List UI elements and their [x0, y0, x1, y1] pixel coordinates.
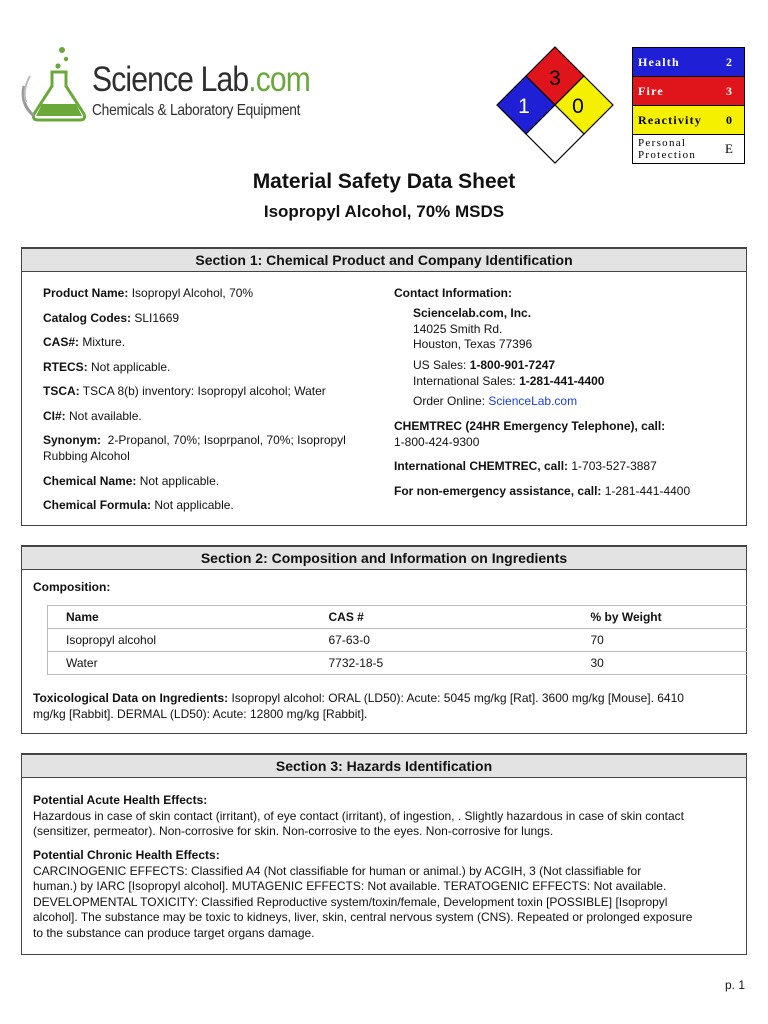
chronic-effects-line1: CARCINOGENIC EFFECTS: Classified A4 (Not classifiable for human or animal.) by ACGIH, 3 (Not classifiable for — [33, 864, 642, 878]
tsca-value: TSCA 8(b) inventory: Isopropyl alcohol; Water — [79, 384, 326, 398]
toxicological-data-text-1: Isopropyl alcohol: ORAL (LD50): Acute: 5045 mg/kg [Rat]. 3600 mg/kg [Mouse]. 6410 — [228, 691, 684, 705]
hmis-reactivity-value: 0 — [726, 112, 732, 127]
toxicological-data-label: Toxicological Data on Ingredients: — [33, 691, 229, 705]
ingredient-name: Isopropyl alcohol — [48, 629, 311, 652]
company-name-text: Sciencelab.com, Inc. — [413, 306, 532, 320]
address-line-1: 14025 Smith Rd. — [413, 322, 503, 336]
section-3-hazards — [21, 753, 747, 955]
non-emergency-phone: 1-281-441-4400 — [601, 484, 691, 498]
sciencelab-logo[interactable] — [20, 46, 310, 126]
hmis-reactivity-label: Reactivity — [638, 112, 702, 127]
nfpa-fire-value: 3 — [549, 67, 561, 90]
hmis-ppe-row — [633, 135, 744, 163]
tsca-field — [43, 384, 326, 399]
column-header-name: Name — [48, 606, 311, 629]
composition-label — [33, 580, 110, 595]
section-2-heading: Section 2: Composition and Information on Ingredients — [22, 546, 746, 570]
cas-label: CAS#: — [43, 335, 80, 349]
chemical-name-label: Chemical Name: — [43, 474, 137, 488]
non-emergency-field — [394, 484, 690, 499]
ci-label: CI#: — [43, 409, 66, 423]
hmis-health-row — [633, 48, 744, 77]
us-sales-label: US Sales: — [413, 358, 470, 372]
catalog-codes-field — [43, 311, 179, 326]
composition-label-text: Composition: — [33, 580, 111, 594]
ingredient-cas: 67-63-0 — [311, 629, 573, 652]
chronic-effects-line3: DEVELOPMENTAL TOXICITY: Classified Reproductive system/toxin/female, Development toxin [POSSIBLE] [Isopropyl — [33, 895, 668, 909]
logo-tagline: Chemicals & Laboratory Equipment — [92, 102, 301, 119]
chemical-formula-label: Chemical Formula: — [43, 498, 152, 512]
tsca-label: TSCA: — [43, 384, 80, 398]
ingredient-weight: 30 — [573, 652, 748, 675]
contact-info-label-text: Contact Information: — [394, 286, 512, 300]
intl-chemtrec-field — [394, 459, 657, 474]
cas-value: Mixture. — [79, 335, 126, 349]
synonym-value-line2: Rubbing Alcohol — [43, 449, 130, 463]
hmis-ppe-value: E — [725, 141, 733, 156]
section-1-identification — [21, 247, 747, 526]
cas-field — [43, 335, 125, 350]
hmis-ppe-label-line2: Protection — [638, 149, 697, 161]
page-number: p. 1 — [724, 978, 745, 992]
section-1-heading: Section 1: Chemical Product and Company Identification — [22, 248, 746, 272]
product-name-value: Isopropyl Alcohol, 70% — [128, 286, 254, 300]
toxicological-data-line2: mg/kg [Rabbit]. DERMAL (LD50): Acute: 12800 mg/kg [Rabbit]. — [33, 707, 368, 721]
intl-sales-label: International Sales: — [413, 374, 520, 388]
rtecs-value: Not applicable. — [87, 360, 171, 374]
acute-effects-label — [33, 793, 207, 808]
logo-name: Science Lab — [92, 60, 249, 99]
order-online-field — [413, 394, 577, 409]
table-row — [48, 652, 748, 675]
chronic-effects-line2: human.) by IARC [Isopropyl alcohol]. MUTAGENIC EFFECTS: Not available. TERATOGENIC EFFECTS: Not available. — [33, 879, 667, 893]
document-subtitle: Isopropyl Alcohol, 70% MSDS — [263, 202, 505, 221]
product-name-field — [43, 286, 253, 301]
chemical-formula-value: Not applicable. — [151, 498, 234, 512]
rtecs-field — [43, 360, 170, 375]
synonym-field — [43, 433, 346, 448]
hmis-reactivity-row — [633, 106, 744, 135]
nfpa-diamond — [495, 45, 615, 165]
hmis-ppe-label — [633, 135, 714, 163]
chronic-effects-label-text: Potential Chronic Health Effects: — [33, 848, 220, 862]
synonym-label: Synonym: — [43, 433, 102, 447]
nfpa-reactivity-value: 0 — [572, 95, 584, 118]
rtecs-label: RTECS: — [43, 360, 88, 374]
ingredient-cas: 7732-18-5 — [311, 652, 573, 675]
intl-sales-phone: 1-281-441-4400 — [519, 374, 605, 388]
section-2-composition — [21, 545, 747, 734]
chemtrec-phone: 1-800-424-9300 — [394, 435, 480, 449]
intl-sales-field — [413, 374, 604, 389]
ci-field — [43, 409, 142, 424]
table-row — [48, 629, 748, 652]
catalog-codes-label: Catalog Codes: — [43, 311, 132, 325]
us-sales-phone: 1-800-901-7247 — [469, 358, 556, 372]
chemical-name-value: Not applicable. — [136, 474, 220, 488]
document-title: Material Safety Data Sheet — [252, 170, 516, 193]
hmis-health-label: Health — [638, 54, 680, 69]
table-header-row — [48, 606, 748, 629]
ci-value: Not available. — [65, 409, 142, 423]
toxicological-data-line1 — [33, 691, 684, 706]
order-online-label: Order Online: — [413, 394, 489, 408]
flask-icon — [20, 46, 90, 126]
contact-info-label — [394, 286, 512, 301]
address-line-2: Houston, Texas 77396 — [413, 337, 533, 351]
chronic-effects-label — [33, 848, 220, 863]
non-emergency-label: For non-emergency assistance, call: — [394, 484, 602, 498]
hmis-fire-value: 3 — [726, 83, 732, 98]
intl-chemtrec-label: International CHEMTREC, call: — [394, 459, 569, 473]
sciencelab-link[interactable]: ScienceLab.com — [488, 394, 578, 408]
ingredient-name: Water — [48, 652, 311, 675]
column-header-weight: % by Weight — [573, 606, 748, 629]
ingredient-weight: 70 — [573, 629, 748, 652]
logo-wordmark — [92, 62, 310, 98]
column-header-cas: CAS # — [311, 606, 573, 629]
composition-table — [47, 605, 747, 675]
synonym-value-line1: 2-Propanol, 70%; Isoprpanol, 70%; Isopropyl — [101, 433, 346, 447]
product-name-label: Product Name: — [43, 286, 129, 300]
catalog-codes-value: SLI1669 — [131, 311, 180, 325]
chemtrec-label-text: CHEMTREC (24HR Emergency Telephone), call: — [394, 419, 666, 433]
hmis-fire-row — [633, 77, 744, 106]
chemical-formula-field — [43, 498, 234, 513]
logo-domain: .com — [248, 60, 311, 99]
company-name — [413, 306, 531, 321]
section-3-heading: Section 3: Hazards Identification — [22, 754, 746, 778]
chronic-effects-line4: alcohol]. The substance may be toxic to kidneys, liver, skin, central nervous system (CNS). Repeated or prolonged exposure — [33, 910, 693, 924]
acute-effects-line2: (sensitizer, permeator). Non-corrosive for skin. Non-corrosive to the eyes. Non-corrosive for lungs. — [33, 824, 554, 838]
acute-effects-line1: Hazardous in case of skin contact (irritant), of eye contact (irritant), of ingestion, . Slightly hazardous in case of skin contact — [33, 809, 684, 823]
chemical-name-field — [43, 474, 219, 489]
chemtrec-label — [394, 419, 665, 434]
nfpa-health-value: 1 — [518, 95, 530, 118]
us-sales-field — [413, 358, 555, 373]
hmis-fire-label: Fire — [638, 83, 664, 98]
hmis-ppe-label-line1: Personal — [638, 137, 687, 149]
acute-effects-label-text: Potential Acute Health Effects: — [33, 793, 208, 807]
intl-chemtrec-phone: 1-703-527-3887 — [568, 459, 657, 473]
hmis-health-value: 2 — [726, 54, 732, 69]
hmis-rating-table — [632, 47, 745, 164]
chronic-effects-line5: to the substance can produce target organs damage. — [33, 926, 315, 940]
